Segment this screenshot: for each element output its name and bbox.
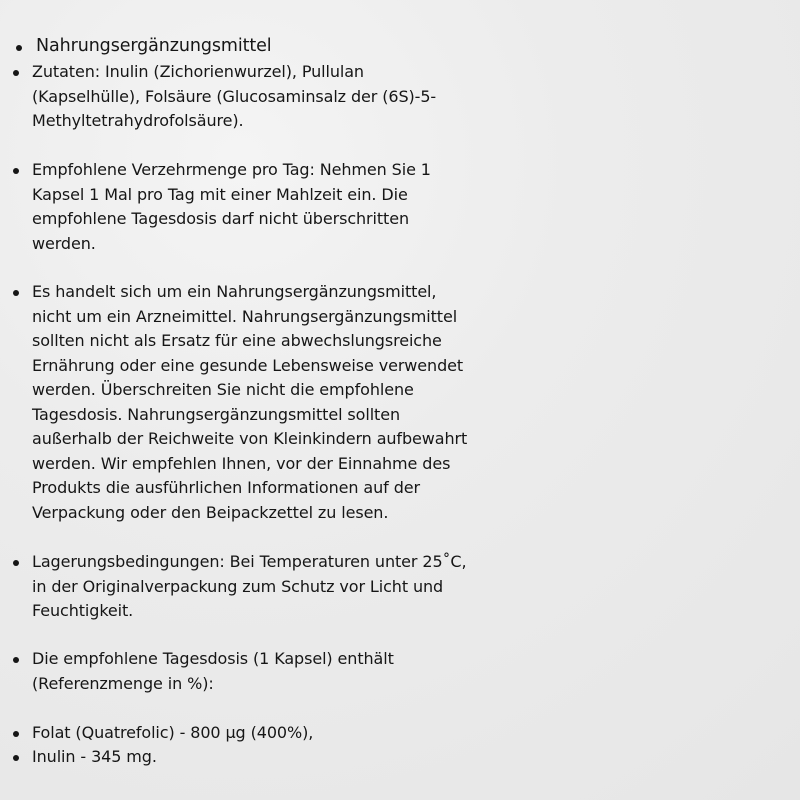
document-title [36,34,272,59]
text-line: Inulin - 345 mg. [32,747,157,766]
list-item-ingredients [32,60,436,134]
bullet-icon [13,290,19,296]
text-line: in der Originalverpackung zum Schutz vor Licht und [32,576,444,596]
text-line: Zutaten: Inulin (Zichorienwurzel), Pullulan [32,62,364,81]
list-item-inulin [32,745,157,770]
text-line: empfohlene Tagesdosis darf nicht überschritten [32,209,410,228]
text-line: Feuchtigkeit. [32,601,134,620]
bullet-icon [16,45,22,51]
bullet-icon [13,168,19,174]
text-line: werden. Wir empfehlen Ihnen, vor der Einnahme des [32,453,451,473]
list-item-storage [32,550,466,624]
text-line: Lagerungsbedingungen: Bei Temperaturen unter 25˚C, [32,552,467,571]
text-line: Die empfohlene Tagesdosis (1 Kapsel) enthält [32,649,394,668]
list-item-contents [32,647,394,696]
bullet-icon [13,657,19,663]
text-line: Empfohlene Verzehrmenge pro Tag: Nehmen Sie 1 [32,160,431,179]
text-line: Ernährung oder eine gesunde Lebensweise verwendet [32,355,464,375]
text-line: nicht um ein Arzneimittel. Nahrungsergänzungsmittel [32,306,458,326]
bullet-icon [13,755,19,761]
text-line: Verpackung oder den Beipackzettel zu lesen. [32,502,389,522]
text-line: Kapsel 1 Mal pro Tag mit einer Mahlzeit ein. Die [32,184,408,204]
text-line: Folat (Quatrefolic) - 800 µg (400%), [32,723,314,742]
list-item-warning [32,280,467,525]
list-item-dosage [32,158,431,256]
text-line: Methyltetrahydrofolsäure). [32,111,244,130]
bullet-icon [13,731,19,737]
text-line: Es handelt sich um ein Nahrungsergänzungsmittel, [32,282,437,301]
bullet-icon [13,560,19,566]
text-line: außerhalb der Reichweite von Kleinkindern aufbewahrt [32,429,468,448]
text-line: sollten nicht als Ersatz für eine abwechslungsreiche [32,331,442,350]
title-text: Nahrungsergänzungsmittel [36,36,272,56]
text-line: (Kapselhülle), Folsäure (Glucosaminsalz der (6S)-5- [32,86,437,106]
text-line: werden. Überschreiten Sie nicht die empfohlene [32,380,414,399]
text-line: Produkts die ausführlichen Informationen auf der [32,478,420,497]
text-line: (Referenzmenge in %): [32,673,214,693]
text-line: werden. [32,233,96,253]
list-item-folate [32,721,313,746]
text-line: Tagesdosis. Nahrungsergänzungsmittel sollten [32,404,401,424]
bullet-icon [13,70,19,76]
